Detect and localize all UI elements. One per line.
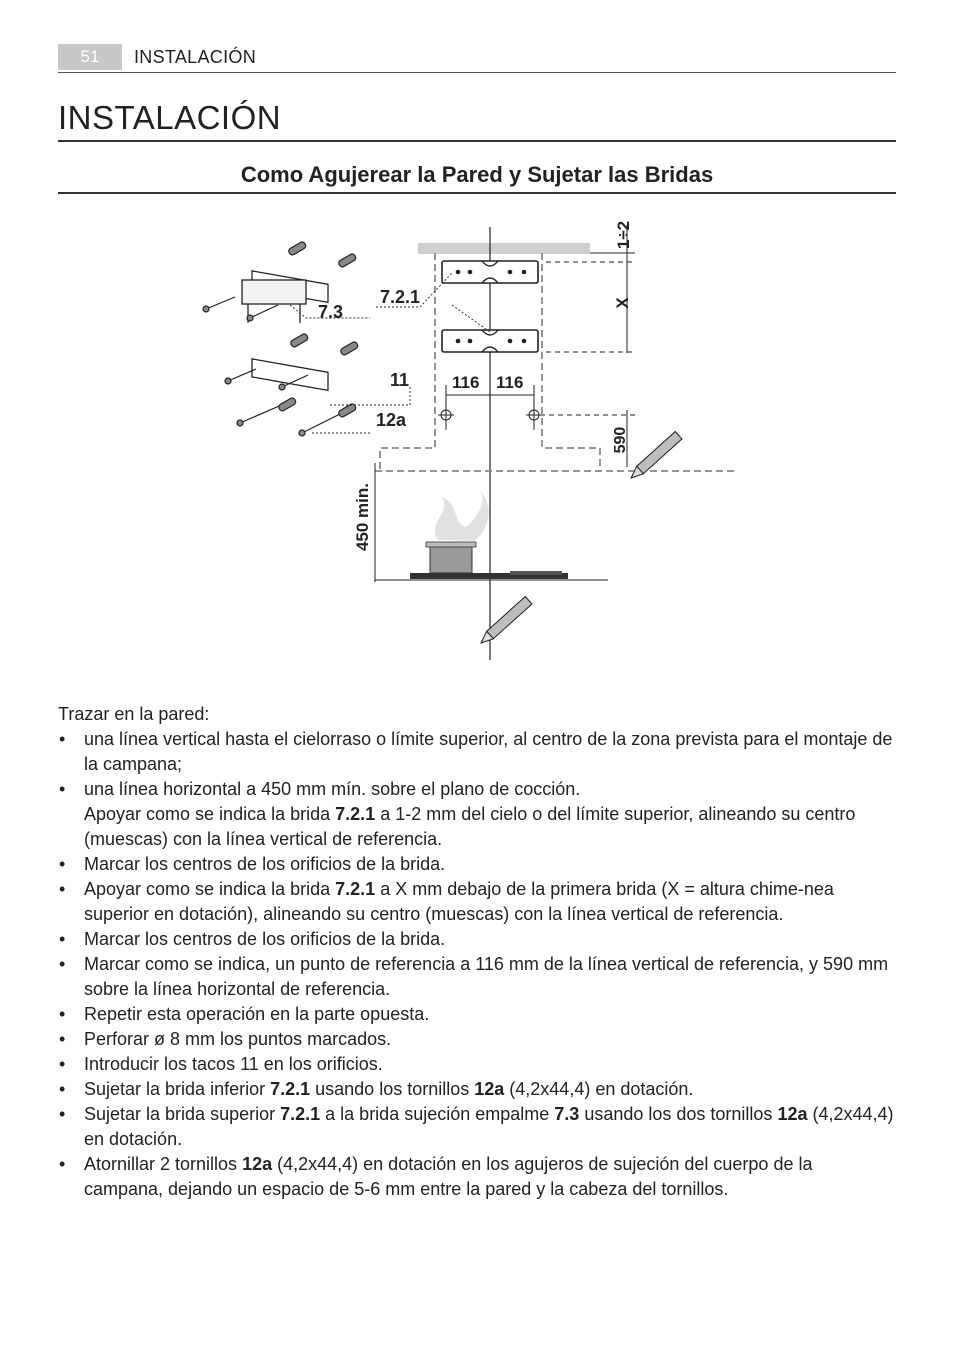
instruction-text: Repetir esta operación en la parte opuesta.: [84, 1004, 430, 1024]
part-reference: 12a: [242, 1154, 273, 1174]
label-bracket-joint: 7.3: [318, 302, 344, 322]
instruction-text: Apoyar como se indica la brida: [84, 879, 336, 899]
label-x-dim: X: [613, 297, 632, 309]
instruction-text: (4,2x44,4) en dotación en los agujeros de sujeción del cuerpo de la campana, dejando un espacio de 5-6 mm entre la pared y la cabeza del tornillos.: [84, 1154, 813, 1199]
instruction-text: a la brida sujeción empalme: [320, 1104, 555, 1124]
instruction-text: usando los dos tornillos: [579, 1104, 778, 1124]
instruction-item: [58, 777, 896, 852]
instruction-text: usando los tornillos: [310, 1079, 475, 1099]
lower-bracket: [442, 330, 538, 352]
instruction-text: a 1-2 mm del cielo o del límite superior, alineando su centro (muescas) con la línea vertical de referencia.: [84, 804, 856, 849]
instruction-text: Marcar como se indica, un punto de referencia a 116 mm de la línea vertical de referencia, y 590 mm sobre la línea horizontal de referencia.: [84, 954, 889, 999]
page-header: [58, 44, 896, 73]
instruction-item: [58, 1077, 896, 1102]
part-reference: 7.2.1: [270, 1079, 311, 1099]
ceiling-surface: [418, 243, 590, 254]
bracket-joint-parts: [242, 271, 328, 390]
label-590: 590: [612, 426, 629, 454]
instruction-item: [58, 1002, 896, 1027]
instruction-text: Introducir los tacos 11 en los orificios.: [84, 1054, 383, 1074]
part-reference: 7.2.1: [335, 879, 376, 899]
instruction-item: [58, 927, 896, 952]
instruction-item: [58, 1027, 896, 1052]
instruction-item: [58, 877, 896, 927]
instruction-item: [58, 852, 896, 877]
part-reference: 12a: [777, 1104, 808, 1124]
pencil-bottom: [478, 596, 532, 646]
instruction-text: una línea vertical hasta el cielorraso o límite superior, al centro de la zona prevista para el montaje de la campana;: [84, 729, 893, 774]
instruction-text: Sujetar la brida inferior: [84, 1079, 271, 1099]
label-gap-top: 1÷2: [614, 220, 633, 250]
label-bracket: 7.2.1: [380, 287, 421, 307]
installation-diagram: [190, 205, 750, 670]
page-number: 51: [58, 44, 122, 70]
label-screw: 12a: [376, 410, 407, 430]
instruction-list: [58, 727, 896, 1202]
instruction-text: Marcar los centros de los orificios de la brida.: [84, 929, 446, 949]
instruction-text: Marcar los centros de los orificios de la brida.: [84, 854, 446, 874]
part-reference: 12a: [474, 1079, 505, 1099]
instruction-text: Apoyar como se indica la brida: [84, 804, 336, 824]
instructions: [58, 702, 896, 1202]
instruction-text: (4,2x44,4) en dotación.: [84, 1104, 894, 1149]
instruction-text: Perforar ø 8 mm los puntos marcados.: [84, 1029, 392, 1049]
instruction-text: una línea horizontal a 450 mm mín. sobre el plano de cocción.: [84, 779, 581, 799]
instruction-text: Atornillar 2 tornillos: [84, 1154, 243, 1174]
label-plug: 11: [390, 370, 410, 390]
instruction-item: [58, 1052, 896, 1077]
instructions-intro: Trazar en la pared:: [58, 704, 210, 724]
label-offset-right: 116: [496, 373, 524, 392]
instruction-text: Sujetar la brida superior: [84, 1104, 281, 1124]
section-subtitle: Como Agujerear la Pared y Sujetar las Bridas: [58, 160, 896, 194]
instruction-text: a X mm debajo de la primera brida (X = altura chime-nea superior en dotación), alineando su centro (muescas) con la línea vertical de referencia.: [84, 879, 834, 924]
upper-bracket: [442, 261, 538, 283]
label-offset-left: 116: [452, 373, 480, 392]
screws-and-plugs: [203, 241, 359, 436]
instruction-item: [58, 952, 896, 1002]
instruction-item: [58, 1152, 896, 1202]
section-label: INSTALACIÓN: [134, 47, 256, 67]
instruction-item: [58, 727, 896, 777]
part-reference: 7.2.1: [335, 804, 376, 824]
part-reference: 7.3: [554, 1104, 580, 1124]
part-reference: 7.2.1: [280, 1104, 321, 1124]
pencil-right: [628, 431, 682, 481]
hob-with-pot: [410, 491, 568, 579]
label-min-height: 450 min.: [353, 482, 372, 552]
page-title: INSTALACIÓN: [58, 96, 896, 142]
instruction-text: (4,2x44,4) en dotación.: [504, 1079, 694, 1099]
instruction-item: [58, 1102, 896, 1152]
